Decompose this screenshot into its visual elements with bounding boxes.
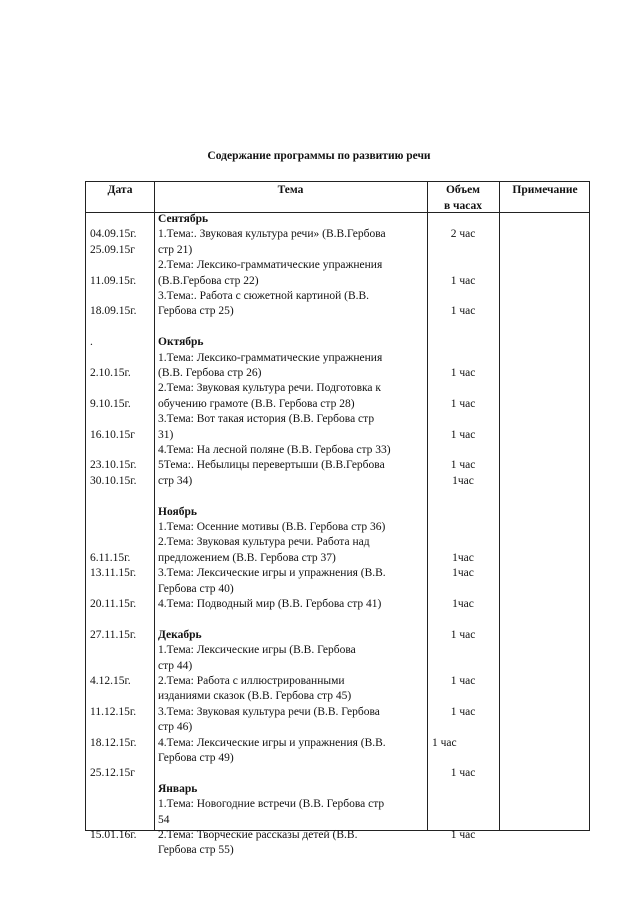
table-row [86,642,591,658]
table-row [86,688,591,704]
row-topic: 2.Тема: Лексико-грамматические упражнения [158,259,383,272]
header-volume-line1: Объем [445,184,481,196]
table-row [86,519,591,535]
row-volume: 1 час [450,367,476,379]
table-row [86,581,591,597]
row-topic: 1.Тема: Новогодние встречи (В.В. Гербова стр [158,798,385,811]
month-heading: Сентябрь [158,213,209,225]
row-date: 04.09.15г. [90,228,137,241]
table-row [86,565,591,581]
table-row [86,796,591,812]
table-row [86,427,591,443]
row-volume: 1 час [450,767,476,780]
row-topic: стр 46) [158,721,193,734]
table-row [86,550,591,566]
row-topic: 4.Тема: На лесной поляне (В.В. Гербова стр 33) [158,444,391,456]
row-topic: стр 34) [158,474,193,487]
month-heading: Январь [158,782,198,795]
row-topic: 2.Тема: Звуковая культура речи. Работа над [158,536,370,549]
row-topic: 3.Тема: Вот такая история (В.В. Гербова стр [158,413,375,426]
row-topic: Гербова стр 55) [158,844,234,857]
row-volume: 1 час [450,829,476,841]
table-row [86,319,591,335]
row-date: 18.12.15г. [90,736,137,749]
row-date: 6.11.15г. [90,551,131,564]
row-volume: 1 час [450,397,476,410]
row-date: 11.12.15г. [90,705,137,718]
table-row [86,457,591,473]
table-row [86,842,591,858]
row-topic: стр 21) [158,243,193,256]
table-row [86,288,591,304]
row-topic: 1.Тема: Лексические игры (В.В. Гербова [158,644,356,657]
row-topic: Гербова стр 40) [158,582,234,595]
row-date: 20.11.15г. [90,598,137,610]
table-row [86,504,591,520]
row-topic: стр 44) [158,659,193,672]
header-topic: Тема [277,184,304,196]
row-topic: 3.Тема: Лексические игры и упражнения (В.В. [158,567,386,580]
row-topic: 31) [158,428,174,441]
row-volume: 1час [452,474,474,487]
row-date: . [90,336,93,349]
month-heading: Ноябрь [158,505,197,518]
row-topic: изданиями сказок (В.В. Гербова стр 45) [158,690,352,703]
row-volume: 1 час [450,705,476,718]
table-row [86,719,591,735]
table-row [86,488,591,504]
row-date: 27.11.15г. [90,628,137,641]
row-topic: 2.Тема: Работа с иллюстрированными [158,675,345,687]
header-date: Дата [107,184,133,196]
table-row [86,411,591,427]
row-volume: 1 час [450,428,476,441]
table-row [86,750,591,766]
row-topic: 2.Тема: Творческие рассказы детей (В.В. [158,829,358,841]
row-date: 16.10.15г [90,428,135,441]
row-volume: 1час [452,551,474,564]
table-row [86,781,591,797]
row-date: 9.10.15г. [90,397,131,410]
row-date: 13.11.15г. [90,567,137,580]
table-row [86,473,591,489]
table-row [86,534,591,550]
program-table [85,181,590,857]
page-title: Содержание программы по развитию речи [207,150,431,162]
row-topic: предложением (В.В. Гербова стр 37) [158,551,336,564]
header-note: Примечание [512,184,578,196]
month-heading: Октябрь [158,336,204,349]
row-volume: 1час [452,567,474,580]
row-date: 23.10.15г. [90,459,137,472]
row-volume: 2 час [450,228,476,241]
row-volume: 1 час [450,459,476,472]
table-row [86,704,591,720]
row-date: 2.10.15г. [90,367,131,379]
table-row [86,334,591,350]
table-row [86,273,591,289]
table-row [86,827,591,843]
row-topic: 3.Тема:. Работа с сюжетной картиной (В.В. [158,290,370,302]
row-topic: 5Тема:. Небылицы перевертыши (В.В.Гербова [158,459,385,472]
row-volume: 1 час [450,274,476,287]
row-topic: 1.Тема: Лексико-грамматические упражнения [158,351,383,364]
row-date: 25.09.15г [90,243,135,256]
table-row [86,242,591,258]
table-row [86,226,591,242]
row-date: 11.09.15г. [90,274,137,287]
row-topic: 4.Тема: Подводный мир (В.В. Гербова стр 41) [158,598,382,610]
row-date: 4.12.15г. [90,675,131,687]
month-heading: Декабрь [158,628,202,641]
table-row [86,812,591,828]
table-row [86,735,591,751]
row-topic: обучению грамоте (В.В. Гербова стр 28) [158,397,355,410]
row-date: 18.09.15г. [90,305,137,318]
row-volume: 1 час [450,305,476,318]
table-row [86,303,591,319]
row-date: 15.01.16г. [90,829,137,841]
header-volume-line2: в часах [443,200,483,212]
row-date: 25.12.15г [90,767,135,780]
table-row [86,596,591,612]
row-volume: 1 час [450,628,476,641]
table-row [86,611,591,627]
header-volume [427,182,499,214]
row-topic: 1.Тема: Осенние мотивы (В.В. Гербова стр 36) [158,521,386,533]
table-row [86,627,591,643]
row-topic: (В.В. Гербова стр 26) [158,367,262,379]
table-row [86,350,591,366]
row-date: 30.10.15г. [90,474,137,487]
table-row [86,765,591,781]
row-volume: 1час [452,598,474,610]
table-row [86,380,591,396]
table-row [86,673,591,689]
table-row [86,442,591,458]
row-topic: 4.Тема: Лексические игры и упражнения (В.В. [158,736,386,749]
row-topic: 3.Тема: Звуковая культура речи (В.В. Гербова [158,705,380,718]
row-topic: (В.В.Гербова стр 22) [158,274,259,287]
row-topic: 2.Тема: Звуковая культура речи. Подготовка к [158,382,381,395]
table-row [86,257,591,273]
row-topic: 54 [158,813,170,826]
table-row [86,211,591,227]
table-row [86,658,591,674]
row-topic: 1.Тема:. Звуковая культура речи» (В.В.Гербова [158,228,386,241]
table-row [86,396,591,412]
row-topic: Гербова стр 49) [158,752,234,764]
row-topic: Гербова стр 25) [158,305,234,318]
table-row [86,365,591,381]
row-volume: 1 час [450,675,476,687]
row-volume: 1 час [432,736,457,749]
